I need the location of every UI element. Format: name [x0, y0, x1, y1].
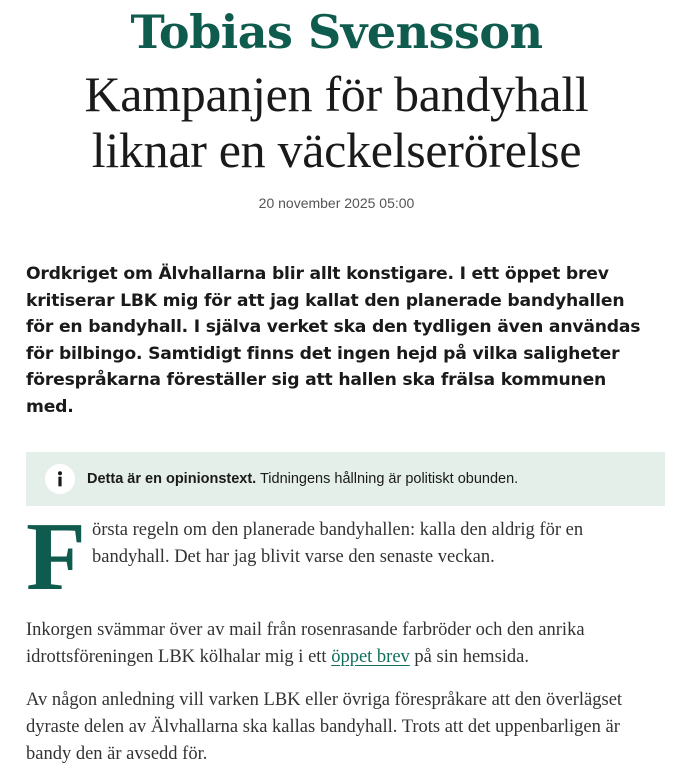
drop-cap — [26, 517, 88, 593]
headline-line-2: liknar en väckelserörelse — [91, 122, 582, 178]
article-headline — [20, 66, 653, 178]
info-icon — [45, 464, 75, 494]
paragraph-2-text-before: Inkorgen svämmar över av mail från rosenrasande farbröder och den anrika idrottsföreningen LBK kölhalar mig i ett — [26, 620, 585, 667]
drop-cap-letter: F — [26, 517, 86, 593]
paragraph-2 — [26, 617, 666, 671]
paragraph-2-text-after: på sin hemsida. — [409, 647, 529, 667]
headline-line-1: Kampanjen för bandyhall — [84, 66, 589, 122]
first-paragraph-text: örsta regeln om den planerade bandyhallen: kalla den aldrig för en bandyhall. Det har jag blivit varse den senaste veckan. — [92, 520, 584, 567]
notice-label: Detta är en opinionstext. — [87, 471, 257, 487]
paragraph-3: Av någon anledning vill varken LBK eller övriga förespråkare att den överlägset dyraste delen av Älvhallarna ska kallas bandyhall. Trots att det uppenbarligen är bandy den är avsedd för. — [26, 690, 623, 764]
opinion-notice — [26, 452, 665, 506]
article-lead: Ordkriget om Älvhallarna blir allt konstigare. I ett öppet brev kritiserar LBK mig för att jag kallat den planerade bandyhallen för en bandyhall. I själva verket ska den tydligen även användas för bilbingo. Samtidigt finns det ingen hejd på vilka saligheter förespråkarna föreställer sig att hallen ska frälsa kommunen med. — [26, 264, 641, 417]
notice-text — [87, 471, 518, 487]
publish-date: 20 november 2025 05:00 — [258, 195, 415, 211]
author-name[interactable]: Tobias Svensson — [130, 5, 543, 59]
article-header — [0, 4, 673, 211]
open-letter-link[interactable]: öppet brev — [331, 647, 410, 667]
notice-description: Tidningens hållning är politiskt obunden. — [256, 471, 519, 487]
